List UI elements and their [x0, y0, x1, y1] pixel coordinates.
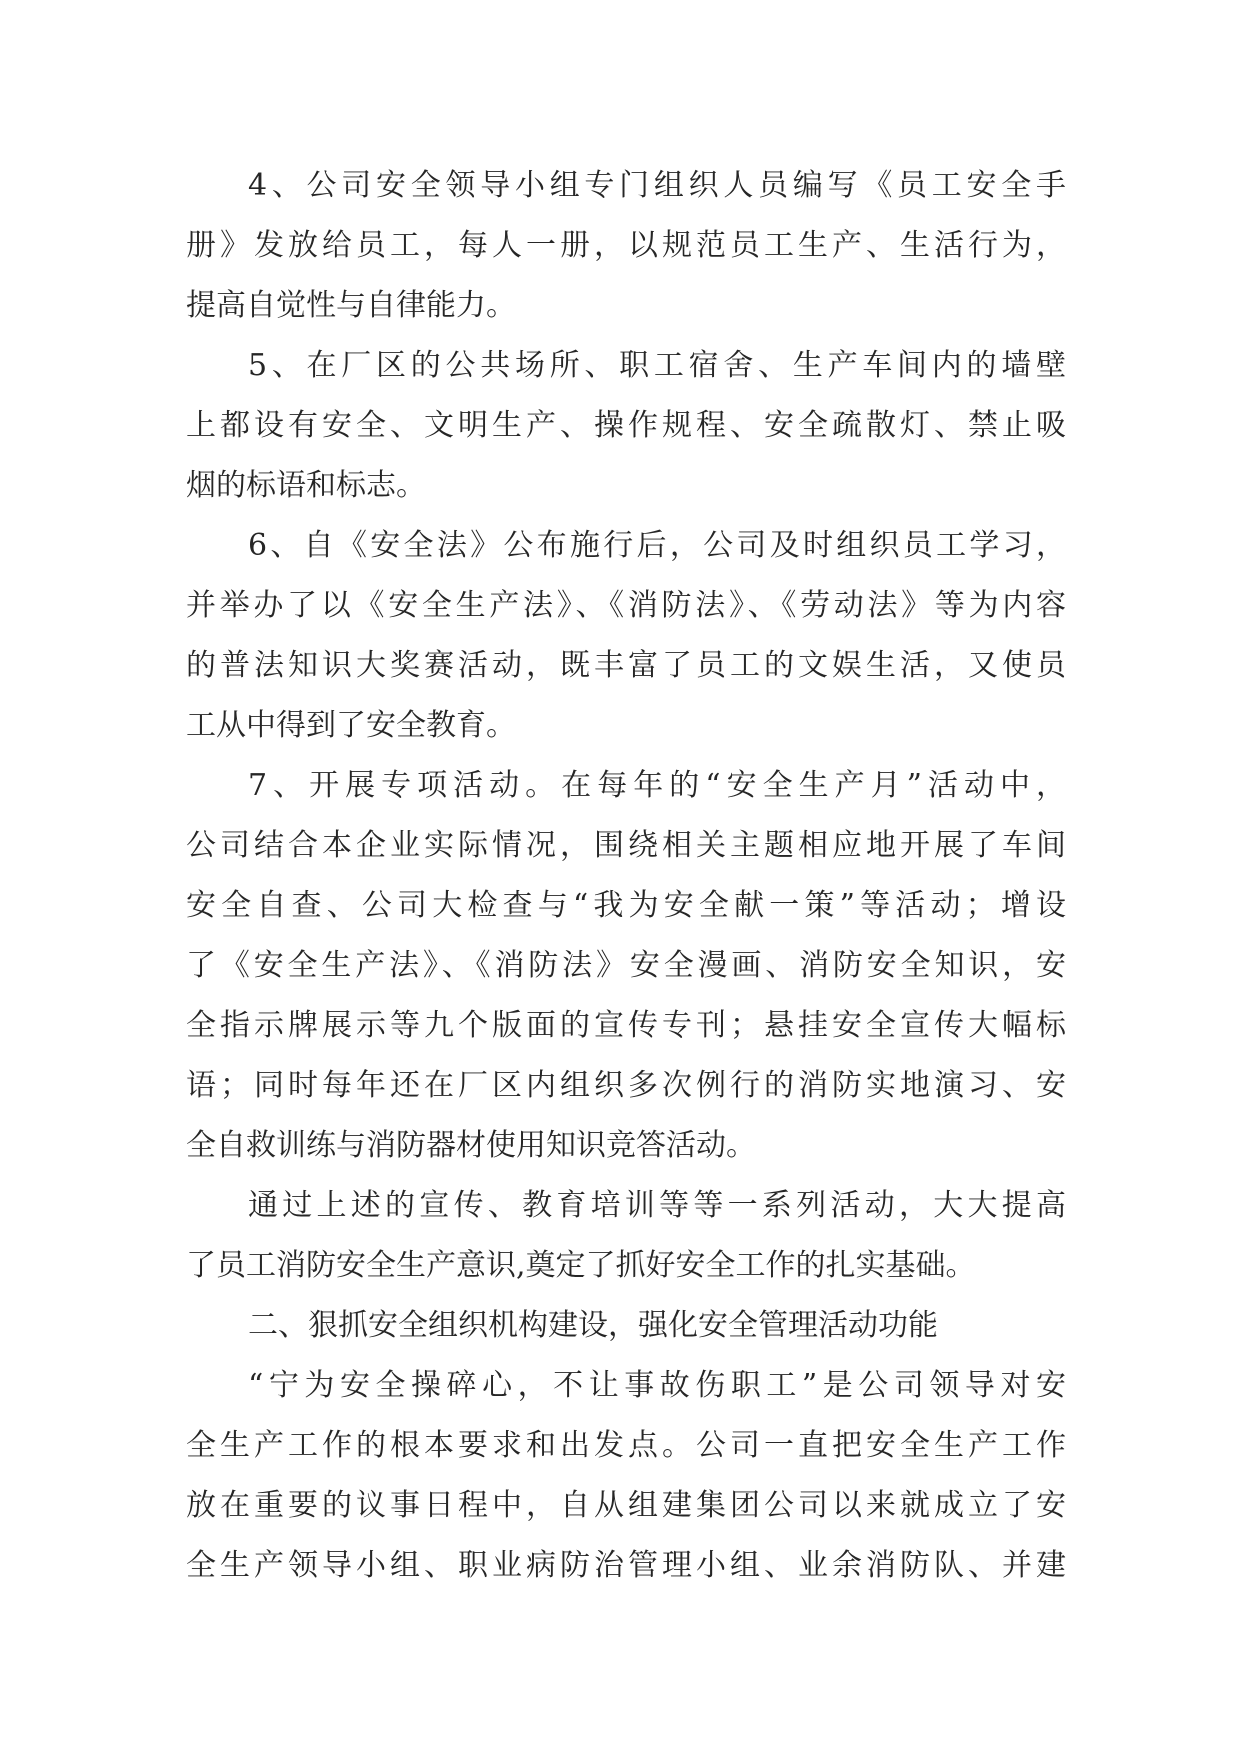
text-line: 放在重要的议事日程中，自从组建集团公司以来就成立了安 — [186, 1488, 1066, 1523]
text-line: 全指示牌展示等九个版面的宣传专刊；悬挂安全宣传大幅标 — [186, 1008, 1066, 1043]
text-line: 提高自觉性与自律能力。 — [186, 288, 516, 323]
text-line: 二、狠抓安全组织机构建设，强化安全管理活动功能 — [248, 1308, 938, 1343]
text-line: 7、开展专项活动。在每年的“安全生产月”活动中， — [248, 768, 1066, 803]
text-line: 了《安全生产法》、《消防法》安全漫画、消防安全知识，安 — [186, 948, 1066, 983]
document-body — [186, 156, 1066, 1596]
text-line: 工从中得到了安全教育。 — [186, 708, 516, 743]
text-line: 6、自《安全法》公布施行后，公司及时组织员工学习， — [248, 528, 1066, 563]
text-line: 全自救训练与消防器材使用知识竞答活动。 — [186, 1128, 756, 1163]
text-line: 公司结合本企业实际情况，围绕相关主题相应地开展了车间 — [186, 828, 1066, 863]
text-line: 5、在厂区的公共场所、职工宿舍、生产车间内的墙壁 — [248, 348, 1066, 383]
text-line: 了员工消防安全生产意识,奠定了抓好安全工作的扎实基础。 — [186, 1248, 976, 1283]
text-line: 语；同时每年还在厂区内组织多次例行的消防实地演习、安 — [186, 1068, 1066, 1103]
text-line: 4、公司安全领导小组专门组织人员编写《员工安全手 — [248, 168, 1066, 203]
text-line: 安全自查、公司大检查与“我为安全献一策”等活动；增设 — [186, 888, 1066, 923]
text-line: 通过上述的宣传、教育培训等等一系列活动，大大提高 — [248, 1188, 1066, 1223]
text-line: “宁为安全操碎心，不让事故伤职工”是公司领导对安 — [248, 1368, 1066, 1403]
text-line: 并举办了以《安全生产法》、《消防法》、《劳动法》等为内容 — [186, 588, 1066, 623]
text-line: 全生产领导小组、职业病防治管理小组、业余消防队、并建 — [186, 1548, 1066, 1583]
text-line: 册》发放给员工，每人一册，以规范员工生产、生活行为， — [186, 228, 1066, 263]
text-line: 的普法知识大奖赛活动，既丰富了员工的文娱生活，又使员 — [186, 648, 1066, 683]
text-line: 烟的标语和标志。 — [186, 468, 426, 503]
text-line: 上都设有安全、文明生产、操作规程、安全疏散灯、禁止吸 — [186, 408, 1066, 443]
text-line: 全生产工作的根本要求和出发点。公司一直把安全生产工作 — [186, 1428, 1066, 1463]
